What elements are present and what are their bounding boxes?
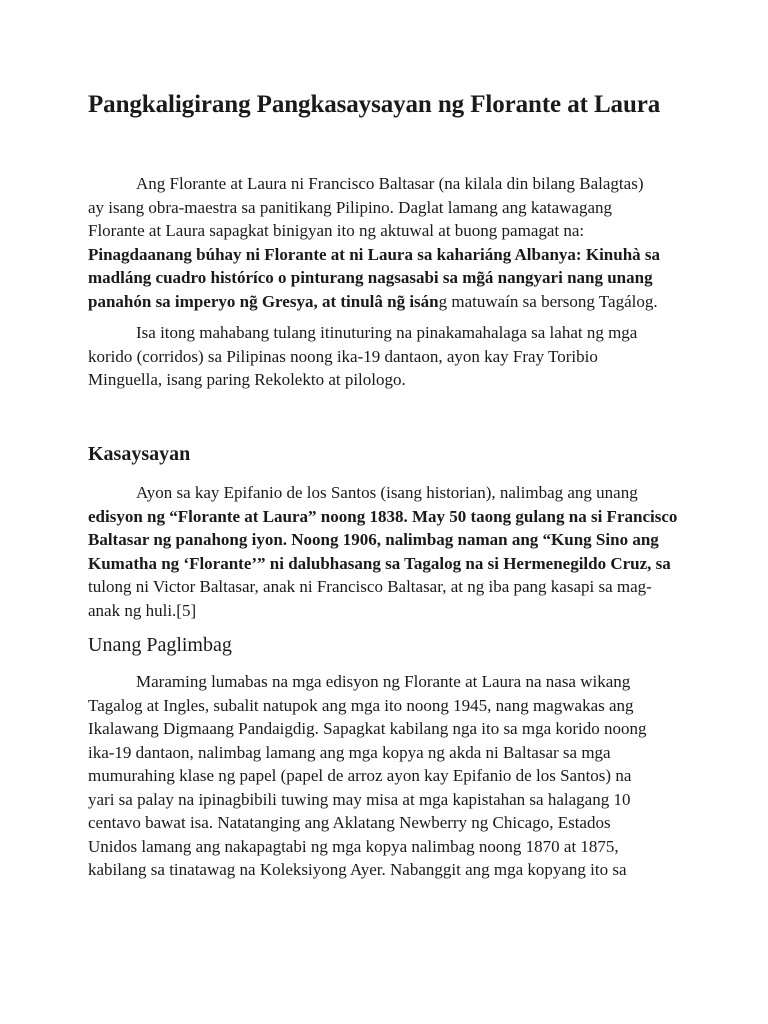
paragraph-line: centavo bawat isa. Natatanging ang Aklatang Newberry ng Chicago, Estados xyxy=(88,813,611,832)
paragraph-line: Baltasar ng panahong iyon. Noong 1906, nalimbag naman ang “Kung Sino ang xyxy=(88,530,659,549)
paragraph-line: madláng cuadro históríco o pinturang nagsasabi sa mg̃á nangyari nang unang xyxy=(88,268,653,287)
paragraph-line: Pinagdaanang búhay ni Florante at ni Laura sa kahariáng Albanya: Kinuhà sa xyxy=(88,244,661,264)
paragraph-line: ika-19 dantaon, nalimbag lamang ang mga kopya ng akda ni Baltasar sa mga xyxy=(88,742,611,762)
paragraph-line: ay isang obra-maestra sa panitikang Pilipino. Daglat lamang ang katawagang xyxy=(88,197,613,217)
paragraph-line: Minguella, isang paring Rekolekto at pilologo. xyxy=(88,370,406,389)
intro-paragraph-2 xyxy=(88,321,680,392)
paragraph-line: mumurahing klase ng papel (papel de arroz ayon kay Epifanio de los Santos) na xyxy=(88,766,632,785)
bold-segment: panahón sa imperyo ng̃ Gresya, at tinulâ ng̃ isán xyxy=(88,291,439,311)
paragraph-line: Unidos lamang ang nakapagtabi ng mga kopya nalimbag noong 1870 at 1875, xyxy=(88,836,619,856)
paragraph-line: tulong ni Victor Baltasar, anak ni Francisco Baltasar, at ng iba pang kasapi sa mag- xyxy=(88,577,652,596)
paragraph-line: korido (corridos) sa Pilipinas noong ika-19 dantaon, ayon kay Fray Toribio xyxy=(88,346,598,366)
paragraph-line: Florante at Laura sapagkat binigyan ito ng aktuwal at buong pamagat na: xyxy=(88,221,585,240)
paragraph-line: Isa itong mahabang tulang itinuturing na pinakamahalaga sa lahat ng mga xyxy=(136,323,638,342)
paragraph-line xyxy=(88,290,680,314)
intro-paragraph-1 xyxy=(88,172,680,313)
paragraph-line: Ayon sa kay Epifanio de los Santos (isang historian), nalimbag ang unang xyxy=(136,483,638,502)
paragraph-line: kabilang sa tinatawag na Koleksiyong Ayer. Nabanggit ang mga kopyang ito sa xyxy=(88,860,627,879)
paragraph-line: Kumatha ng ‘Florante’” ni dalubhasang sa Tagalog na si Hermenegildo Cruz, sa xyxy=(88,553,671,573)
section-heading-kasaysayan: Kasaysayan xyxy=(88,443,191,465)
paragraph-line: Ang Florante at Laura ni Francisco Baltasar (na kilala din bilang Balagtas) xyxy=(136,174,644,193)
paragraph-line: yari sa palay na ipinagbibili tuwing may misa at mga kapistahan sa halagang 10 xyxy=(88,789,631,809)
paragraph-line: Maraming lumabas na mga edisyon ng Florante at Laura na nasa wikang xyxy=(136,672,631,691)
paragraph-line: edisyon ng “Florante at Laura” noong 1838. May 50 taong gulang na si Francisco xyxy=(88,506,678,526)
kasaysayan-paragraph xyxy=(88,481,680,622)
paragraph-line: anak ng huli.[5] xyxy=(88,600,197,620)
normal-segment: g matuwaín sa bersong Tagálog. xyxy=(438,291,658,311)
paragraph-line: Ikalawang Digmaang Pandaigdig. Sapagkat kabilang nga ito sa mga korido noong xyxy=(88,719,647,738)
section-heading-unang-paglimbag: Unang Paglimbag xyxy=(88,634,232,656)
paragraph-line: Tagalog at Ingles, subalit natupok ang mga ito noong 1945, nang magwakas ang xyxy=(88,695,634,715)
document-title: Pangkaligirang Pangkasaysayan ng Florante at Laura xyxy=(88,91,661,118)
unang-paglimbag-paragraph xyxy=(88,670,680,882)
